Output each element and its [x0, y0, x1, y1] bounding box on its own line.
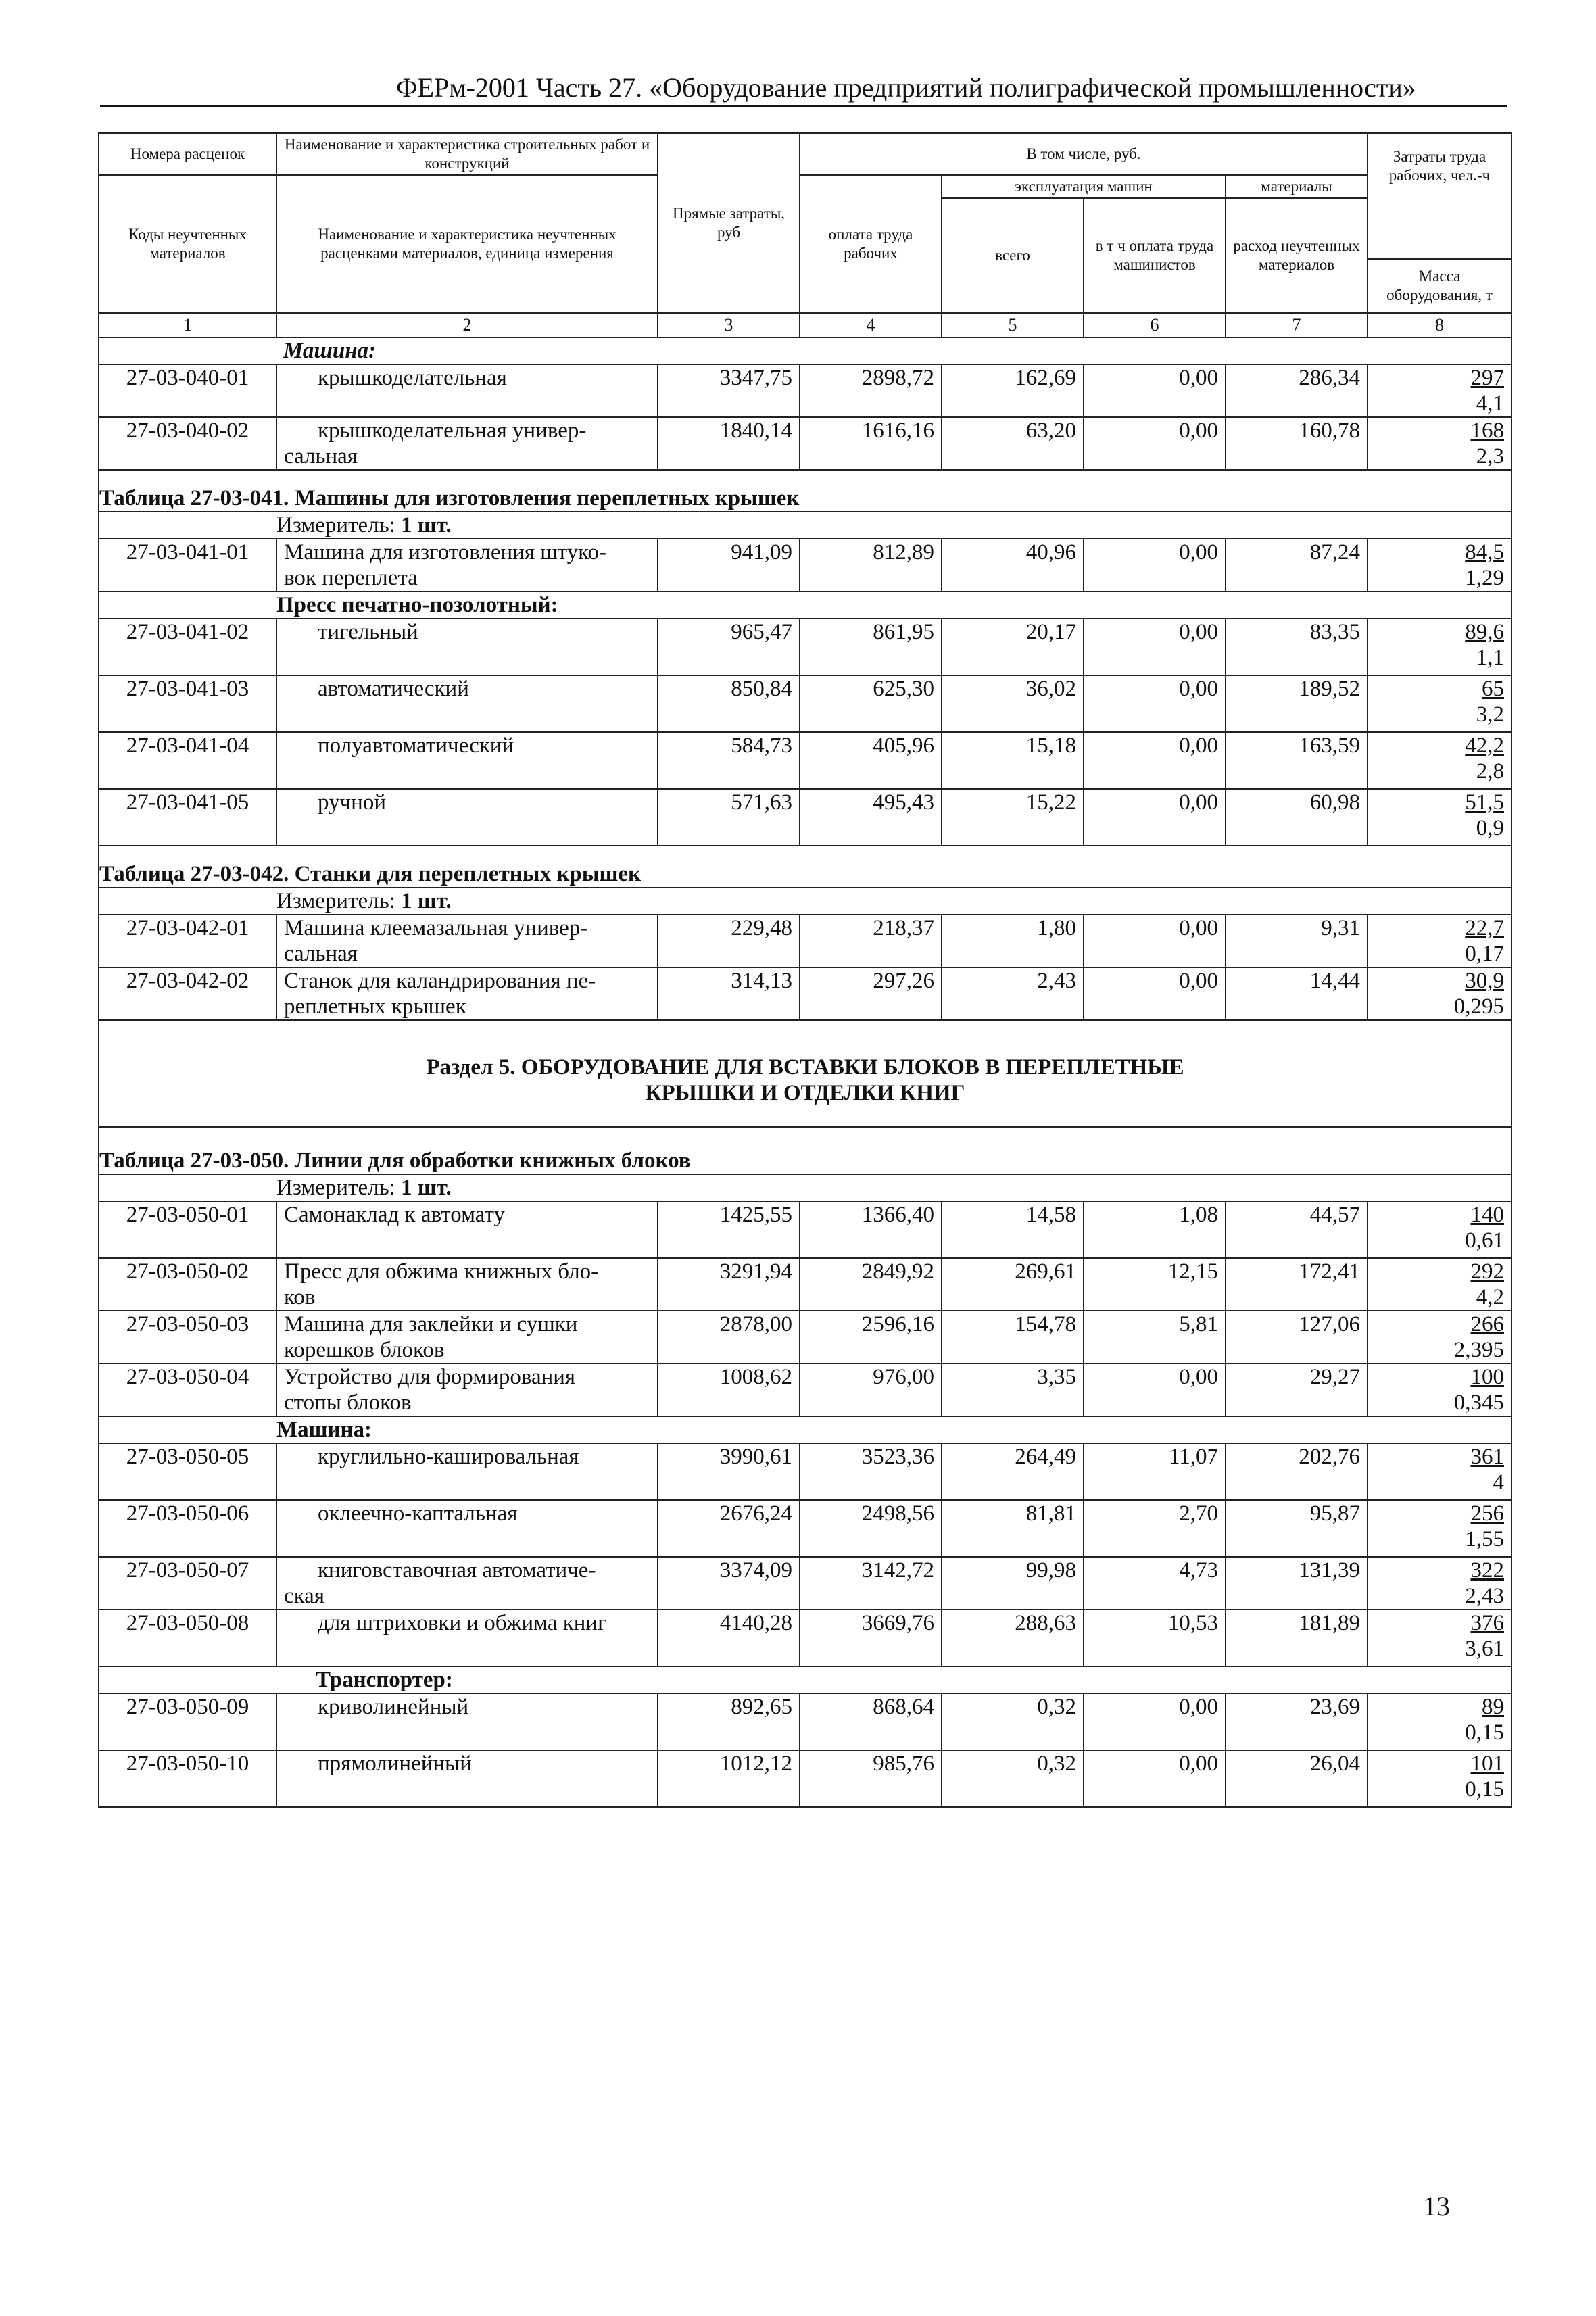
- table-row: [99, 1258, 1512, 1311]
- operator-wages: 0,00: [1084, 675, 1226, 732]
- operator-wages: 0,00: [1084, 1364, 1226, 1416]
- machine-operation: 15,22: [942, 789, 1084, 846]
- rate-code: 27-03-041-04: [99, 732, 276, 789]
- equipment-mass: 2,395: [1453, 1338, 1505, 1362]
- rate-name: Станок для каландрирования пе- реплетных крышек: [276, 967, 658, 1020]
- rate-name: для штриховки и обжима книг: [276, 1610, 658, 1666]
- labor-wages: 625,30: [800, 675, 942, 732]
- page-number: 13: [1423, 2191, 1450, 2221]
- table-row: [99, 364, 1512, 417]
- labor-costs: 42,2: [1465, 733, 1505, 758]
- direct-costs: 314,13: [658, 967, 800, 1020]
- rate-code: 27-03-050-04: [99, 1364, 276, 1416]
- rate-name: книговставочная автоматиче- ская: [276, 1557, 658, 1610]
- operator-wages: 0,00: [1084, 364, 1226, 417]
- labor-wages: 218,37: [800, 915, 942, 967]
- table-row: [99, 967, 1512, 1020]
- labor-costs: 376: [1470, 1611, 1505, 1635]
- table-row: [99, 1750, 1512, 1807]
- operator-wages: 12,15: [1084, 1258, 1226, 1311]
- rate-code: 27-03-040-01: [99, 364, 276, 417]
- materials: 87,24: [1226, 539, 1368, 592]
- equipment-mass: 1,55: [1465, 1527, 1505, 1551]
- col-number: 8: [1368, 313, 1512, 337]
- table-row: [99, 1610, 1512, 1666]
- rate-code: 27-03-050-09: [99, 1693, 276, 1750]
- labor-wages: 2849,92: [800, 1258, 942, 1311]
- rate-name: Машина для изготовления штуко- вок переплета: [276, 539, 658, 592]
- rate-name: крышкоделательная: [276, 364, 658, 417]
- col-header-total: всего: [942, 198, 1084, 313]
- machine-operation: 0,32: [942, 1693, 1084, 1750]
- col-header-materials: материалы: [1226, 175, 1368, 198]
- labor-wages: 1616,16: [800, 417, 942, 470]
- machine-operation: 81,81: [942, 1500, 1084, 1557]
- rate-name: Машина клеемазальная универ- сальная: [276, 915, 658, 967]
- table-title: Таблица 27-03-041. Машины для изготовления переплетных крышек: [99, 470, 1512, 512]
- direct-costs: 892,65: [658, 1693, 800, 1750]
- materials: 163,59: [1226, 732, 1368, 789]
- rate-code: 27-03-050-02: [99, 1258, 276, 1311]
- labor-mass-cell: [1368, 915, 1512, 967]
- equipment-mass: 2,8: [1476, 759, 1505, 783]
- rate-name: ручной: [276, 789, 658, 846]
- labor-costs: 84,5: [1465, 540, 1505, 564]
- labor-wages: 3523,36: [800, 1443, 942, 1500]
- col-number: 4: [800, 313, 942, 337]
- col-header-codes: Коды неучтенных материалов: [99, 175, 276, 313]
- materials: 29,27: [1226, 1364, 1368, 1416]
- operator-wages: 0,00: [1084, 1750, 1226, 1807]
- machine-operation: 154,78: [942, 1311, 1084, 1364]
- labor-costs: 101: [1470, 1752, 1505, 1776]
- labor-mass-cell: [1368, 417, 1512, 470]
- rate-name: оклеечно-каптальная: [276, 1500, 658, 1557]
- labor-mass-cell: [1368, 1311, 1512, 1364]
- operator-wages: 0,00: [1084, 915, 1226, 967]
- direct-costs: 941,09: [658, 539, 800, 592]
- rate-code: 27-03-041-05: [99, 789, 276, 846]
- equipment-mass: 3,61: [1465, 1637, 1505, 1661]
- equipment-mass: 0,15: [1465, 1720, 1505, 1745]
- table-row: [99, 1201, 1512, 1258]
- table-row: [99, 789, 1512, 846]
- labor-mass-cell: [1368, 364, 1512, 417]
- rate-code: 27-03-050-01: [99, 1201, 276, 1258]
- group-label: Машина:: [276, 337, 1512, 364]
- table-row: [99, 1443, 1512, 1500]
- rate-name: Самонаклад к автомату: [276, 1201, 658, 1258]
- table-row: [99, 417, 1512, 470]
- col-number: 1: [99, 313, 276, 337]
- operator-wages: 0,00: [1084, 1693, 1226, 1750]
- labor-costs: 266: [1470, 1312, 1505, 1336]
- rate-code: 27-03-050-03: [99, 1311, 276, 1364]
- rate-code: 27-03-041-03: [99, 675, 276, 732]
- operator-wages: 0,00: [1084, 967, 1226, 1020]
- labor-costs: 30,9: [1465, 969, 1505, 993]
- rate-name: криволинейный: [276, 1693, 658, 1750]
- materials: 172,41: [1226, 1258, 1368, 1311]
- equipment-mass: 4,2: [1476, 1285, 1505, 1309]
- labor-costs: 22,7: [1465, 916, 1505, 940]
- direct-costs: 4140,28: [658, 1610, 800, 1666]
- machine-operation: 15,18: [942, 732, 1084, 789]
- materials: 202,76: [1226, 1443, 1368, 1500]
- rate-code: 27-03-042-01: [99, 915, 276, 967]
- operator-wages: 1,08: [1084, 1201, 1226, 1258]
- equipment-mass: 4,1: [1476, 391, 1505, 416]
- direct-costs: 584,73: [658, 732, 800, 789]
- labor-mass-cell: [1368, 675, 1512, 732]
- labor-wages: 1366,40: [800, 1201, 942, 1258]
- labor-wages: 861,95: [800, 619, 942, 675]
- table-row: [99, 1311, 1512, 1364]
- rate-code: 27-03-050-08: [99, 1610, 276, 1666]
- labor-mass-cell: [1368, 1201, 1512, 1258]
- labor-mass-cell: [1368, 1693, 1512, 1750]
- rate-code: 27-03-050-05: [99, 1443, 276, 1500]
- labor-costs: 51,5: [1465, 790, 1505, 815]
- labor-costs: 89,6: [1465, 620, 1505, 644]
- table-row: [99, 675, 1512, 732]
- labor-wages: 868,64: [800, 1693, 942, 1750]
- col-header-name-work: Наименование и характеристика строительных работ и конструкций: [276, 133, 658, 175]
- materials: 160,78: [1226, 417, 1368, 470]
- materials: 189,52: [1226, 675, 1368, 732]
- machine-operation: 40,96: [942, 539, 1084, 592]
- direct-costs: 1840,14: [658, 417, 800, 470]
- materials: 95,87: [1226, 1500, 1368, 1557]
- operator-wages: 0,00: [1084, 732, 1226, 789]
- col-header-name-materials: Наименование и характеристика неучтенных расценками материалов, единица измерения: [276, 175, 658, 313]
- rate-code: 27-03-042-02: [99, 967, 276, 1020]
- machine-operation: 14,58: [942, 1201, 1084, 1258]
- col-header-labor-wages: оплата труда рабочих: [800, 175, 942, 313]
- equipment-mass: 1,29: [1465, 566, 1505, 590]
- col-number: 3: [658, 313, 800, 337]
- unit-label: Измеритель: 1 шт.: [276, 512, 1512, 539]
- equipment-mass: 0,61: [1465, 1228, 1505, 1253]
- materials: 23,69: [1226, 1693, 1368, 1750]
- materials: 14,44: [1226, 967, 1368, 1020]
- col-header-incl-operators: в т ч оплата труда машинистов: [1084, 198, 1226, 313]
- labor-costs: 361: [1470, 1445, 1505, 1469]
- rate-name: автоматический: [276, 675, 658, 732]
- rate-name: полуавтоматический: [276, 732, 658, 789]
- table-row: [99, 1364, 1512, 1416]
- labor-wages: 495,43: [800, 789, 942, 846]
- col-number: 2: [276, 313, 658, 337]
- col-header-including: В том числе, руб.: [800, 133, 1368, 175]
- labor-wages: 976,00: [800, 1364, 942, 1416]
- group-label: Машина:: [276, 1416, 1512, 1443]
- materials: 9,31: [1226, 915, 1368, 967]
- operator-wages: 4,73: [1084, 1557, 1226, 1610]
- running-header: ФЕРм-2001 Часть 27. «Оборудование предприятий полиграфической промышленности»: [396, 72, 1416, 103]
- labor-mass-cell: [1368, 789, 1512, 846]
- col-header-equipment-mass: Масса оборудования, т: [1368, 259, 1512, 313]
- unit-label: Измеритель: 1 шт.: [276, 888, 1512, 915]
- machine-operation: 3,35: [942, 1364, 1084, 1416]
- equipment-mass: 4: [1493, 1470, 1505, 1495]
- machine-operation: 99,98: [942, 1557, 1084, 1610]
- direct-costs: 965,47: [658, 619, 800, 675]
- machine-operation: 63,20: [942, 417, 1084, 470]
- header-rule: [100, 105, 1507, 107]
- equipment-mass: 0,295: [1453, 994, 1505, 1019]
- table-row: [99, 915, 1512, 967]
- rate-name: прямолинейный: [276, 1750, 658, 1807]
- equipment-mass: 0,345: [1453, 1391, 1505, 1415]
- machine-operation: 20,17: [942, 619, 1084, 675]
- labor-costs: 89: [1482, 1695, 1505, 1719]
- operator-wages: 11,07: [1084, 1443, 1226, 1500]
- col-header-consumption: расход неучтенных материалов: [1226, 198, 1368, 313]
- labor-wages: 3669,76: [800, 1610, 942, 1666]
- section-title: Раздел 5. ОБОРУДОВАНИЕ ДЛЯ ВСТАВКИ БЛОКОВ В ПЕРЕПЛЕТНЫЕ КРЫШКИ И ОТДЕЛКИ КНИГ: [99, 1020, 1512, 1127]
- labor-costs: 100: [1470, 1365, 1505, 1389]
- materials: 286,34: [1226, 364, 1368, 417]
- group-label: Пресс печатно-позолотный:: [276, 592, 1512, 619]
- rate-name: тигельный: [276, 619, 658, 675]
- table-row: [99, 1693, 1512, 1750]
- direct-costs: 1008,62: [658, 1364, 800, 1416]
- rate-code: 27-03-040-02: [99, 417, 276, 470]
- equipment-mass: 0,15: [1465, 1777, 1505, 1802]
- rate-code: 27-03-050-07: [99, 1557, 276, 1610]
- labor-wages: 3142,72: [800, 1557, 942, 1610]
- direct-costs: 2878,00: [658, 1311, 800, 1364]
- table-row: [99, 732, 1512, 789]
- labor-wages: 405,96: [800, 732, 942, 789]
- materials: 26,04: [1226, 1750, 1368, 1807]
- labor-wages: 2596,16: [800, 1311, 942, 1364]
- direct-costs: 571,63: [658, 789, 800, 846]
- labor-mass-cell: [1368, 1610, 1512, 1666]
- labor-wages: 985,76: [800, 1750, 942, 1807]
- rate-name: Машина для заклейки и сушки корешков блоков: [276, 1311, 658, 1364]
- materials: 44,57: [1226, 1201, 1368, 1258]
- labor-costs: 168: [1470, 418, 1505, 443]
- labor-mass-cell: [1368, 1557, 1512, 1610]
- col-header-machine-operation: эксплуатация машин: [942, 175, 1226, 198]
- direct-costs: 850,84: [658, 675, 800, 732]
- rate-code: 27-03-050-06: [99, 1500, 276, 1557]
- direct-costs: 3291,94: [658, 1258, 800, 1311]
- labor-mass-cell: [1368, 1443, 1512, 1500]
- machine-operation: 36,02: [942, 675, 1084, 732]
- rate-name: крышкоделательная универ- сальная: [276, 417, 658, 470]
- labor-costs: 292: [1470, 1259, 1505, 1284]
- labor-costs: 297: [1470, 366, 1505, 390]
- col-header-labor-costs: Затраты труда рабочих, чел.-ч: [1368, 133, 1512, 198]
- rate-name: Пресс для обжима книжных бло- ков: [276, 1258, 658, 1311]
- machine-operation: 288,63: [942, 1610, 1084, 1666]
- equipment-mass: 2,3: [1476, 444, 1505, 468]
- labor-costs: 65: [1482, 677, 1505, 701]
- labor-mass-cell: [1368, 1500, 1512, 1557]
- labor-mass-cell: [1368, 1364, 1512, 1416]
- col-number: 7: [1226, 313, 1368, 337]
- direct-costs: 229,48: [658, 915, 800, 967]
- machine-operation: 1,80: [942, 915, 1084, 967]
- materials: 131,39: [1226, 1557, 1368, 1610]
- table-row: [99, 1557, 1512, 1610]
- table-row: [99, 1500, 1512, 1557]
- labor-mass-cell: [1368, 539, 1512, 592]
- labor-wages: 2498,56: [800, 1500, 942, 1557]
- direct-costs: 3990,61: [658, 1443, 800, 1500]
- labor-mass-cell: [1368, 967, 1512, 1020]
- labor-wages: 297,26: [800, 967, 942, 1020]
- machine-operation: 0,32: [942, 1750, 1084, 1807]
- labor-wages: 2898,72: [800, 364, 942, 417]
- direct-costs: 2676,24: [658, 1500, 800, 1557]
- labor-mass-cell: [1368, 732, 1512, 789]
- labor-mass-cell: [1368, 1258, 1512, 1311]
- labor-costs: 322: [1470, 1558, 1505, 1583]
- labor-mass-cell: [1368, 619, 1512, 675]
- machine-operation: 264,49: [942, 1443, 1084, 1500]
- rate-name: Устройство для формирования стопы блоков: [276, 1364, 658, 1416]
- equipment-mass: 0,9: [1476, 816, 1505, 840]
- unit-label: Измеритель: 1 шт.: [276, 1174, 1512, 1201]
- equipment-mass: 0,17: [1465, 942, 1505, 966]
- materials: 83,35: [1226, 619, 1368, 675]
- col-number: 6: [1084, 313, 1226, 337]
- table-row: [99, 619, 1512, 675]
- labor-costs: 140: [1470, 1203, 1505, 1227]
- operator-wages: 0,00: [1084, 539, 1226, 592]
- equipment-mass: 1,1: [1476, 646, 1505, 670]
- operator-wages: 0,00: [1084, 619, 1226, 675]
- col-number: 5: [942, 313, 1084, 337]
- operator-wages: 0,00: [1084, 789, 1226, 846]
- col-header-direct-costs: Прямые затраты, руб: [658, 133, 800, 313]
- equipment-mass: 2,43: [1465, 1584, 1505, 1608]
- group-label: Транспортер:: [276, 1666, 1512, 1693]
- rate-name: круглильно-кашировальная: [276, 1443, 658, 1500]
- machine-operation: 269,61: [942, 1258, 1084, 1311]
- rate-code: 27-03-050-10: [99, 1750, 276, 1807]
- materials: 127,06: [1226, 1311, 1368, 1364]
- direct-costs: 1425,55: [658, 1201, 800, 1258]
- direct-costs: 3374,09: [658, 1557, 800, 1610]
- equipment-mass: 3,2: [1476, 702, 1505, 727]
- labor-wages: 812,89: [800, 539, 942, 592]
- table-row: [99, 539, 1512, 592]
- direct-costs: 3347,75: [658, 364, 800, 417]
- rate-code: 27-03-041-02: [99, 619, 276, 675]
- rate-code: 27-03-041-01: [99, 539, 276, 592]
- operator-wages: 2,70: [1084, 1500, 1226, 1557]
- operator-wages: 5,81: [1084, 1311, 1226, 1364]
- col-header-rate-number: Номера расценок: [99, 133, 276, 175]
- table-title: Таблица 27-03-050. Линии для обработки книжных блоков: [99, 1127, 1512, 1174]
- labor-mass-cell: [1368, 1750, 1512, 1807]
- labor-costs: 256: [1470, 1501, 1505, 1526]
- table-title: Таблица 27-03-042. Станки для переплетных крышек: [99, 846, 1512, 888]
- operator-wages: 10,53: [1084, 1610, 1226, 1666]
- materials: 181,89: [1226, 1610, 1368, 1666]
- materials: 60,98: [1226, 789, 1368, 846]
- operator-wages: 0,00: [1084, 417, 1226, 470]
- machine-operation: 2,43: [942, 967, 1084, 1020]
- rates-table: [98, 132, 1512, 1808]
- machine-operation: 162,69: [942, 364, 1084, 417]
- direct-costs: 1012,12: [658, 1750, 800, 1807]
